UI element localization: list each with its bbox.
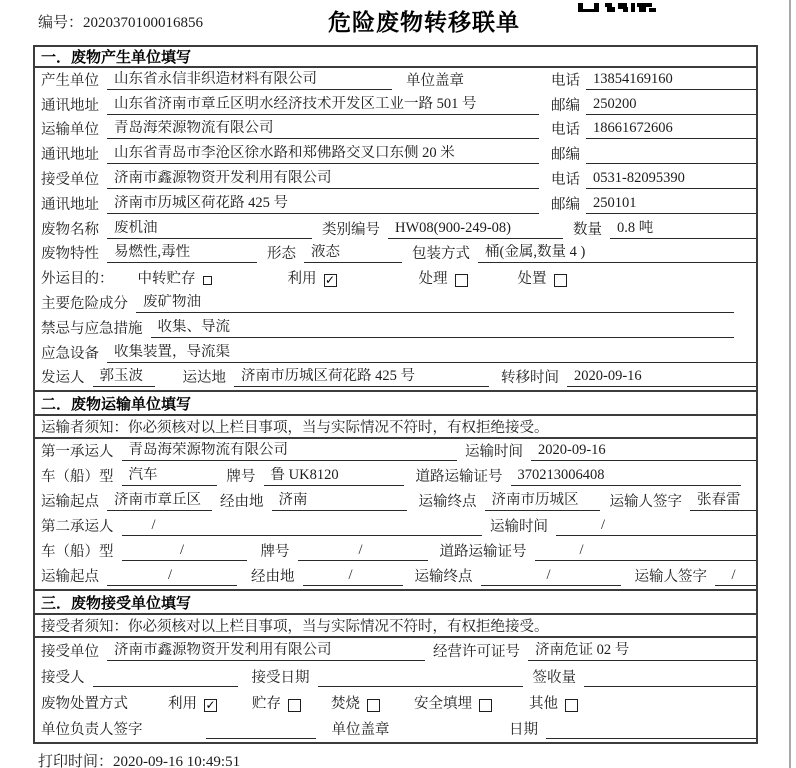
route1-end-label: 运输终点 bbox=[418, 494, 477, 511]
print-time-label: 打印时间： bbox=[38, 754, 114, 768]
checkbox-disposal-incinerate bbox=[367, 699, 380, 712]
route1-sign-value: 张春雷 bbox=[690, 492, 756, 511]
waste-traits-row bbox=[35, 242, 756, 267]
carrier2-value: / bbox=[122, 517, 483, 536]
producer-label: 产生单位 bbox=[41, 72, 99, 89]
route2-end-value: / bbox=[481, 567, 621, 586]
carrier1-value: 青岛海荣源物流有限公司 bbox=[122, 442, 458, 461]
producer-zip-label: 邮编 bbox=[551, 97, 580, 114]
vehicle1-value: 汽车 bbox=[122, 467, 217, 486]
disposal-option-other: 其他 bbox=[529, 696, 578, 713]
producer-phone-value: 13854169160 bbox=[586, 71, 756, 90]
packing-value: 桶(金属,数量 4 ) bbox=[478, 244, 756, 263]
disposal-method-label: 废物处置方式 bbox=[41, 696, 128, 713]
serial-value: 2020370100016856 bbox=[83, 15, 204, 31]
print-time bbox=[38, 750, 240, 768]
responsible-sign-value bbox=[206, 737, 316, 739]
route2-sign-label: 运输人签字 bbox=[634, 569, 707, 586]
route2-end-label: 运输终点 bbox=[414, 569, 473, 586]
carrier1-time-value: 2020-09-16 bbox=[531, 442, 756, 461]
carrier1-time-label: 运输时间 bbox=[465, 444, 523, 461]
checkbox-utilize: ✓ bbox=[324, 273, 336, 288]
permit2-value: / bbox=[535, 542, 757, 561]
waste-name-row bbox=[35, 217, 756, 242]
accept-unit-label: 接受单位 bbox=[41, 644, 99, 661]
disposal-option-incinerate: 焚烧 bbox=[331, 696, 380, 713]
license-label: 经营许可证号 bbox=[433, 644, 520, 661]
print-time-value: 2020-09-16 10:49:51 bbox=[113, 754, 241, 768]
transporter-phone-value: 18661672606 bbox=[586, 120, 756, 139]
producer-zip-value: 250200 bbox=[586, 96, 756, 115]
dispatch-row bbox=[35, 366, 756, 391]
vehicle1-row bbox=[35, 464, 756, 489]
accept-date-label: 接受日期 bbox=[251, 670, 310, 687]
disposal-option-landfill: 安全填埋 bbox=[414, 696, 492, 713]
contraindication-label: 禁忌与应急措施 bbox=[41, 320, 143, 337]
receiver-phone-value: 0531-82095390 bbox=[586, 170, 756, 189]
transporter-address-row bbox=[35, 142, 756, 167]
route2-via-value: / bbox=[303, 567, 403, 586]
sign-date-label: 日期 bbox=[509, 722, 538, 739]
waste-category-value: HW08(900-249-08) bbox=[388, 220, 563, 239]
waste-traits-value: 易燃性,毒性 bbox=[107, 244, 257, 263]
qr-code-fragment bbox=[578, 0, 656, 9]
responsible-sign-label: 单位负责人签字 bbox=[41, 722, 143, 739]
packing-label: 包装方式 bbox=[412, 246, 470, 263]
contraindication-row bbox=[35, 316, 756, 341]
permit1-label: 道路运输证号 bbox=[415, 469, 503, 486]
section1-header: 一．废物产生单位填写 bbox=[35, 47, 756, 68]
page-edge-line bbox=[789, 0, 791, 768]
purpose-option-storage: 中转贮存 bbox=[138, 271, 212, 288]
waste-qty-label: 数量 bbox=[573, 221, 602, 238]
accept-date-value bbox=[318, 685, 523, 687]
route2-via-label: 经由地 bbox=[251, 569, 295, 586]
vehicle2-row bbox=[35, 539, 756, 564]
disposal-option-utilize: 利用 ✓ bbox=[168, 696, 216, 713]
transporter-label: 运输单位 bbox=[41, 122, 99, 139]
carrier2-time-value: / bbox=[556, 517, 756, 536]
carrier2-time-label: 运输时间 bbox=[490, 519, 548, 536]
carrier1-label: 第一承运人 bbox=[41, 444, 114, 461]
checkbox-storage bbox=[203, 276, 212, 285]
manifest-form bbox=[33, 45, 758, 744]
producer-address-row bbox=[35, 93, 756, 118]
accept-person-label: 接受人 bbox=[41, 670, 85, 687]
producer-address-label: 通讯地址 bbox=[41, 97, 99, 114]
checkbox-disposal-other bbox=[565, 699, 578, 712]
section2-body bbox=[35, 439, 756, 589]
disposal-option-store: 贮存 bbox=[252, 696, 301, 713]
section1-body bbox=[35, 68, 756, 390]
waste-name-label: 废物名称 bbox=[41, 221, 99, 238]
producer-address-value: 山东省济南市章丘区明水经济技术开发区工业一路 501 号 bbox=[107, 96, 539, 115]
sign-date-value bbox=[546, 737, 756, 739]
route2-start-label: 运输起点 bbox=[41, 569, 99, 586]
transporter-address-label: 通讯地址 bbox=[41, 147, 99, 164]
checkbox-disposal-landfill bbox=[479, 699, 492, 712]
plate2-label: 牌号 bbox=[260, 544, 290, 561]
waste-category-label: 类别编号 bbox=[322, 221, 380, 238]
dispatcher-value: 郭玉波 bbox=[93, 368, 155, 387]
signature-row bbox=[35, 716, 756, 742]
waste-form-label: 形态 bbox=[267, 246, 296, 263]
producer-row bbox=[35, 68, 756, 93]
destination-label: 运达地 bbox=[182, 370, 226, 387]
receiver-row bbox=[35, 167, 756, 192]
carrier2-label: 第二承运人 bbox=[41, 519, 114, 536]
vehicle2-label: 车（船）型 bbox=[41, 544, 114, 561]
section2-notice: 运输者须知：你必须核对以上栏目事项，当与实际情况不符时，有权拒绝接受。 bbox=[35, 416, 756, 439]
vehicle1-label: 车（船）型 bbox=[41, 469, 114, 486]
checkbox-dispose bbox=[554, 274, 567, 287]
transporter-address-value: 山东省青岛市李沧区徐水路和郑佛路交叉口东侧 20 米 bbox=[107, 145, 539, 164]
route1-sign-label: 运输人签字 bbox=[609, 494, 682, 511]
transfer-purpose-label: 外运目的： bbox=[41, 271, 114, 288]
producer-phone-label: 电话 bbox=[551, 72, 580, 89]
plate1-label: 牌号 bbox=[226, 469, 256, 486]
accept-unit-row bbox=[35, 638, 756, 664]
section2-header: 二．废物运输单位填写 bbox=[35, 390, 756, 416]
receiver-address-value: 济南市历城区荷花路 425 号 bbox=[107, 195, 539, 214]
emergency-equipment-label: 应急设备 bbox=[41, 345, 99, 362]
license-value: 济南危证 02 号 bbox=[528, 642, 756, 661]
waste-traits-label: 废物特性 bbox=[41, 246, 99, 263]
transfer-time-label: 转移时间 bbox=[501, 370, 559, 387]
accept-unit-value: 济南市鑫源物资开发利用有限公司 bbox=[107, 642, 425, 661]
hazard-component-row bbox=[35, 291, 756, 316]
emergency-equipment-row bbox=[35, 341, 756, 366]
purpose-option-dispose: 处置 bbox=[518, 271, 567, 288]
plate2-value: / bbox=[298, 542, 428, 561]
dispatcher-label: 发运人 bbox=[41, 370, 85, 387]
route1-via-value: 济南 bbox=[272, 492, 407, 511]
transporter-phone-label: 电话 bbox=[551, 122, 580, 139]
waste-form-value: 液态 bbox=[304, 244, 402, 263]
route2-start-value: / bbox=[107, 567, 237, 586]
hazard-component-value: 废矿物油 bbox=[136, 294, 734, 313]
contraindication-value: 收集、导流 bbox=[151, 319, 735, 338]
route1-row bbox=[35, 489, 756, 514]
accept-person-row bbox=[35, 664, 756, 690]
transfer-purpose-row bbox=[35, 266, 756, 291]
receiver-zip-label: 邮编 bbox=[551, 196, 580, 213]
hazard-component-label: 主要危险成分 bbox=[41, 295, 128, 312]
route1-start-label: 运输起点 bbox=[41, 494, 99, 511]
route2-row bbox=[35, 564, 756, 589]
section3-header: 三．废物接受单位填写 bbox=[35, 589, 756, 615]
section3-notice: 接受者须知：你必须核对以上栏目事项，当与实际情况不符时，有权拒绝接受。 bbox=[35, 615, 756, 638]
carrier1-row bbox=[35, 439, 756, 464]
purpose-option-utilize: 利用 ✓ bbox=[287, 271, 336, 288]
purpose-option-treat: 处理 bbox=[419, 271, 468, 288]
serial-label: 编号： bbox=[38, 15, 84, 31]
transporter-zip-label: 邮编 bbox=[551, 147, 580, 164]
transporter-zip-value bbox=[586, 162, 756, 164]
receiver-label: 接受单位 bbox=[41, 171, 99, 188]
permit1-value: 370213006408 bbox=[511, 467, 742, 486]
route1-end-value: 济南市历城区 bbox=[485, 492, 600, 511]
unit-stamp-label: 单位盖章 bbox=[331, 722, 390, 739]
permit2-label: 道路运输证号 bbox=[439, 544, 527, 561]
route1-start-value: 济南市章丘区 bbox=[107, 492, 212, 511]
signed-qty-value bbox=[584, 685, 756, 687]
section3-body bbox=[35, 638, 756, 742]
checkbox-disposal-utilize: ✓ bbox=[205, 698, 216, 713]
receiver-value: 济南市鑫源物资开发利用有限公司 bbox=[107, 170, 539, 189]
stamp-label: 单位盖章 bbox=[406, 72, 464, 89]
receiver-phone-label: 电话 bbox=[551, 171, 580, 188]
receiver-address-label: 通讯地址 bbox=[41, 196, 99, 213]
transporter-value: 青岛海荣源物流有限公司 bbox=[107, 120, 539, 139]
checkbox-treat bbox=[455, 274, 468, 287]
producer-value: 山东省永信非织造材料有限公司 bbox=[107, 71, 392, 90]
signed-qty-label: 签收量 bbox=[532, 670, 576, 687]
waste-name-value: 废机油 bbox=[107, 220, 312, 239]
carrier2-row bbox=[35, 514, 756, 539]
route1-via-label: 经由地 bbox=[220, 494, 264, 511]
route2-sign-value: / bbox=[715, 567, 756, 586]
waste-qty-value: 0.8 吨 bbox=[610, 220, 756, 239]
receiver-zip-value: 250101 bbox=[586, 195, 756, 214]
vehicle2-value: / bbox=[122, 542, 247, 561]
transfer-time-value: 2020-09-16 bbox=[567, 368, 756, 387]
receiver-address-row bbox=[35, 192, 756, 217]
page-title: 危险废物转移联单 bbox=[328, 9, 520, 35]
emergency-equipment-value: 收集装置，导流渠 bbox=[107, 344, 756, 363]
accept-person-value bbox=[93, 685, 238, 687]
disposal-method-row bbox=[35, 690, 756, 716]
transporter-row bbox=[35, 118, 756, 143]
plate1-value: 鲁 UK8120 bbox=[264, 467, 404, 486]
destination-value: 济南市历城区荷花路 425 号 bbox=[234, 368, 489, 387]
checkbox-disposal-store bbox=[288, 699, 301, 712]
